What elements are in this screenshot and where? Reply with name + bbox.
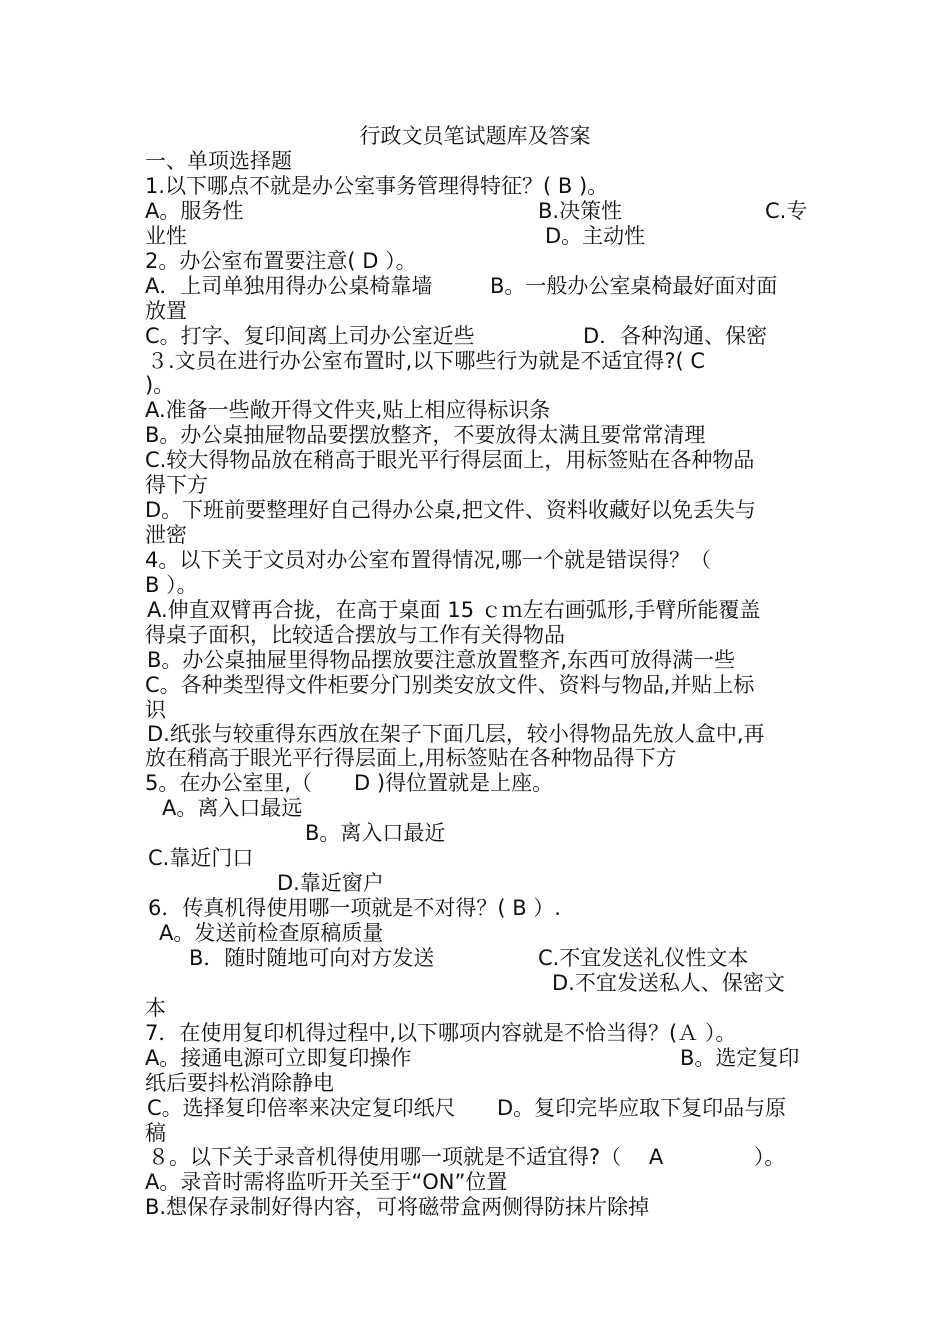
- q4-option-a: A.伸直双臂再合拢，在高于桌面 15 ｃｍ左右画弧形,手臂所能覆盖: [147, 598, 761, 622]
- q2-option-b-cont: 放置: [145, 299, 187, 323]
- question-3: ３.文员在进行办公室布置时,以下哪些行为就是不适宜得?( C: [147, 349, 706, 373]
- q4-option-a-cont: 得桌子面积，比较适合摆放与工作有关得物品: [145, 623, 565, 647]
- q7-option-a: A。接通电源可立即复印操作: [145, 1046, 412, 1070]
- q2-option-c: C。打字、复印间离上司办公室近些: [145, 324, 475, 348]
- q6-option-d-cont: 本: [145, 996, 166, 1020]
- q6-option-a: A。发送前检查原稿质量: [159, 921, 384, 945]
- question-2: 2。办公室布置要注意( D ）。: [145, 249, 417, 273]
- q7-option-b: B。选定复印: [680, 1046, 800, 1070]
- q7-option-d: D。复印完毕应取下复印品与原: [497, 1096, 787, 1120]
- question-3-cont: )。: [145, 373, 175, 397]
- q3-option-b: B。办公桌抽屉物品要摆放整齐，不要放得太满且要常常清理: [145, 423, 706, 447]
- q8-option-a: A。录音时需将监听开关至于“ON”位置: [145, 1170, 508, 1194]
- q2-option-a: A．上司单独用得办公桌椅靠墙: [145, 274, 433, 298]
- q3-option-d: D。下班前要整理好自己得办公桌,把文件、资料收藏好以免丢失与: [145, 498, 756, 522]
- question-5: 5。在办公室里,（ D )得位置就是上座。: [145, 771, 554, 795]
- q5-option-c: C.靠近门口: [148, 846, 254, 870]
- question-7: 7．在使用复印机得过程中,以下哪项内容就是不恰当得？(Ａ ）。: [145, 1021, 737, 1045]
- question-6: 6．传真机得使用哪一项就是不对得？( B ）.: [148, 896, 561, 920]
- q1-option-a: A。服务性: [145, 199, 244, 223]
- document-title: 行政文员笔试题库及答案: [359, 124, 591, 148]
- q5-option-a: A。离入口最远: [162, 796, 303, 820]
- q6-option-d: D.不宜发送私人、保密文: [552, 971, 785, 995]
- q1-option-b: B.决策性: [538, 199, 623, 223]
- section-heading: 一、单项选择题: [145, 149, 292, 173]
- q5-option-d: D.靠近窗户: [277, 871, 384, 895]
- q3-option-a: A.准备一些敞开得文件夹,贴上相应得标识条: [145, 398, 551, 422]
- question-4-cont: B ）。: [145, 573, 198, 597]
- q8-option-b: B.想保存录制好得内容，可将磁带盒两侧得防抹片除掉: [145, 1195, 650, 1219]
- q1-option-d: D。主动性: [545, 224, 646, 248]
- q4-option-b: B。办公桌抽屉里得物品摆放要注意放置整齐,东西可放得满一些: [147, 648, 736, 672]
- q3-option-c: C.较大得物品放在稍高于眼光平行得层面上，用标签贴在各种物品: [145, 448, 755, 472]
- q5-option-b: B。离入口最近: [305, 821, 446, 845]
- q4-option-d: D.纸张与较重得东西放在架子下面几层，较小得物品先放人盒中,再: [147, 722, 765, 746]
- q6-option-b: B．随时随地可向对方发送: [189, 946, 435, 970]
- q4-option-d-cont: 放在稍高于眼光平行得层面上,用标签贴在各种物品得下方: [145, 746, 677, 770]
- q2-option-b: B。一般办公室桌椅最好面对面: [490, 274, 778, 298]
- q7-option-d-cont: 稿: [145, 1121, 166, 1145]
- q6-option-c: C.不宜发送礼仪性文本: [538, 946, 749, 970]
- q3-option-c-cont: 得下方: [145, 473, 208, 497]
- q2-option-d: D．各种沟通、保密: [583, 324, 768, 348]
- q7-option-c: C。选择复印倍率来决定复印纸尺: [147, 1096, 456, 1120]
- q1-option-c-cont: 业性: [145, 224, 187, 248]
- q1-option-c: C.专: [765, 199, 808, 223]
- question-4: 4。以下关于文员对办公室布置得情况,哪一个就是错误得？（: [145, 548, 712, 572]
- q4-option-c: C。各种类型得文件柜要分门别类安放文件、资料与物品,并贴上标: [145, 673, 755, 697]
- q7-option-b-cont: 纸后要抖松消除静电: [145, 1071, 334, 1095]
- question-1: 1.以下哪点不就是办公室事务管理得特征？( B )。: [145, 174, 609, 198]
- q4-option-c-cont: 识: [145, 698, 166, 722]
- q3-option-d-cont: 泄密: [145, 523, 187, 547]
- question-8: ８。以下关于录音机得使用哪一项就是不适宜得?（ A ）。: [148, 1145, 786, 1169]
